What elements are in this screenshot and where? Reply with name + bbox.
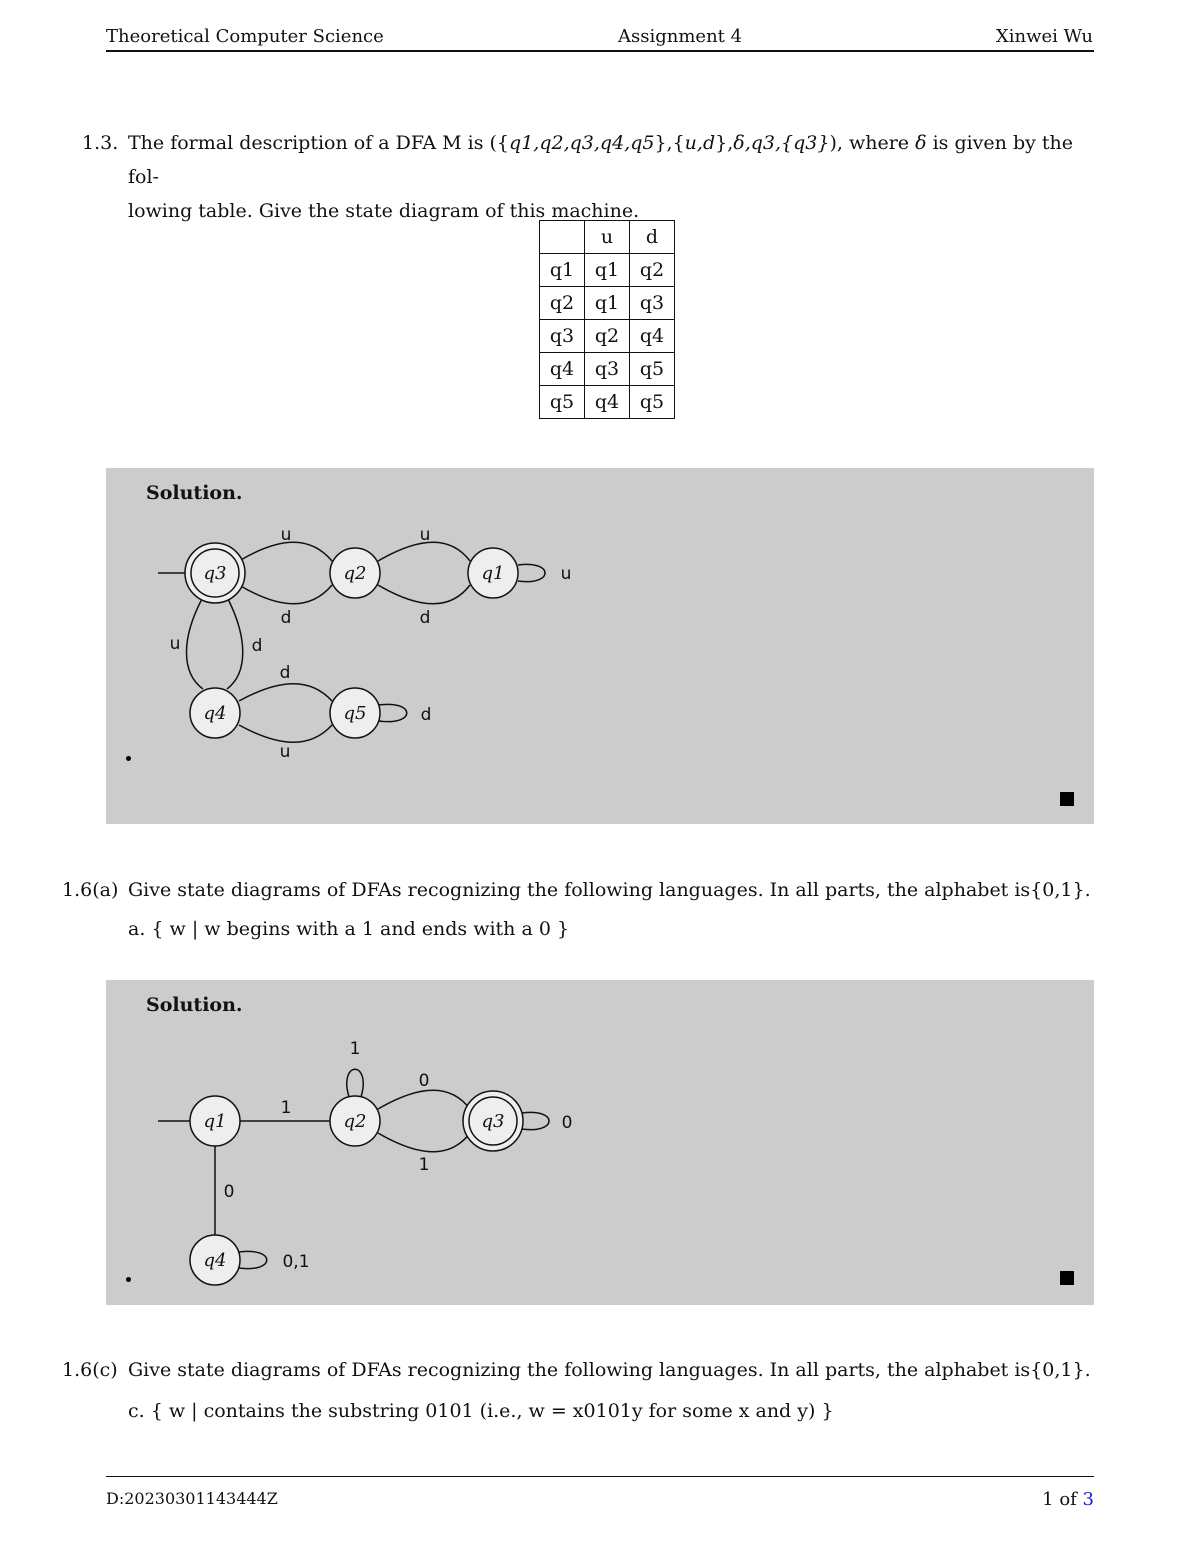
statement-part: },{	[654, 132, 685, 154]
state-label: q1	[203, 1111, 227, 1132]
loop-q1	[518, 564, 545, 581]
problem-number: 1.6(c)	[62, 1359, 118, 1381]
total-pages-link[interactable]: 3	[1082, 1489, 1094, 1510]
table-row	[540, 287, 675, 320]
state-label: q2	[343, 563, 367, 584]
table-cell: q3	[540, 320, 585, 353]
edge-q2-q3-bottom	[378, 1133, 470, 1152]
problem-number: 1.3.	[82, 132, 119, 154]
alphabet-set: u,d	[684, 132, 716, 154]
table-cell: q5	[630, 353, 675, 386]
table-header-cell	[540, 221, 585, 254]
edge-label: d	[420, 705, 432, 725]
state-label: q3	[203, 563, 227, 584]
table-row	[540, 320, 675, 353]
loop-q3	[522, 1112, 549, 1129]
table-cell: q4	[630, 320, 675, 353]
problem-1-6a	[62, 873, 1094, 907]
edge-label: d	[419, 608, 431, 628]
statement-part: The formal description of a DFA M is ({	[128, 132, 510, 154]
header-rule	[106, 50, 1094, 52]
footer-page-indicator	[1042, 1489, 1094, 1510]
edge-label: u	[560, 564, 572, 584]
state-label: q3	[481, 1111, 505, 1132]
table-cell: q5	[630, 386, 675, 419]
qed-square	[1060, 792, 1074, 806]
transition-table	[539, 220, 675, 419]
table-cell: q2	[630, 254, 675, 287]
edge-label: 1	[280, 1098, 292, 1118]
table-cell: q1	[540, 254, 585, 287]
table-header-cell: d	[630, 221, 675, 254]
edge-label: u	[280, 525, 292, 545]
table-cell: q2	[540, 287, 585, 320]
statement-line-2: lowing table. Give the state diagram of this machine.	[128, 200, 640, 222]
loop-q2	[347, 1069, 363, 1097]
statement-part: },	[715, 132, 734, 154]
state-label: q5	[343, 703, 367, 724]
footer-document-id: D:20230301143444Z	[106, 1489, 278, 1508]
edge-label: 0	[223, 1182, 235, 1202]
delta-symbol: δ	[915, 132, 927, 154]
table-cell: q1	[585, 287, 630, 320]
footer-rule	[106, 1476, 1094, 1477]
dfa-diagram-1-6a	[106, 980, 1094, 1305]
table-cell: q4	[585, 386, 630, 419]
solution-title: Solution.	[146, 994, 243, 1016]
table-row	[540, 386, 675, 419]
edge-label: u	[169, 634, 181, 654]
solution-box-1-6a	[106, 980, 1094, 1305]
table-cell: q2	[585, 320, 630, 353]
statement-part: ), where	[829, 132, 910, 154]
table-row	[540, 254, 675, 287]
edge-q3-q2-top	[239, 542, 332, 561]
problem-1-6c	[62, 1353, 1094, 1387]
table-cell: q5	[540, 386, 585, 419]
statement-part: is given by the fol-	[128, 132, 1073, 188]
dfa-diagram-1-3	[106, 468, 1094, 824]
subproblem-c: c. { w | contains the substring 0101 (i.e., w = x0101y for some x and y) }	[128, 1400, 834, 1422]
header-author: Xinwei Wu	[995, 26, 1093, 47]
state-label: q1	[481, 563, 505, 584]
table-row	[540, 353, 675, 386]
bullet-dot	[126, 1277, 131, 1282]
table-header-cell: u	[585, 221, 630, 254]
table-cell: q4	[540, 353, 585, 386]
problem-statement	[128, 126, 1094, 228]
edge-q3-q2-bottom	[239, 585, 332, 604]
edge-q2-q3-top	[378, 1090, 470, 1109]
edge-label: 1	[418, 1155, 430, 1175]
problem-statement: Give state diagrams of DFAs recognizing the following languages. In all parts, the alphabet is{0,1}.	[128, 879, 1091, 901]
edge-label: d	[251, 636, 263, 656]
table-cell: q3	[585, 353, 630, 386]
edge-label: d	[279, 663, 291, 683]
solution-box-1-3	[106, 468, 1094, 824]
edge-q3-q4-left	[187, 597, 204, 689]
tuple-tail: δ,q3,{q3}	[733, 132, 830, 154]
states-set: q1,q2,q3,q4,q5	[509, 132, 655, 154]
problem-statement: Give state diagrams of DFAs recognizing the following languages. In all parts, the alphabet is{0,1}.	[128, 1359, 1091, 1381]
table-cell: q1	[585, 254, 630, 287]
header-assignment: Assignment 4	[618, 26, 743, 47]
problem-1-3	[82, 126, 1094, 228]
header-course-title: Theoretical Computer Science	[106, 26, 384, 47]
edge-q2-q1-top	[378, 542, 470, 561]
state-label: q2	[343, 1111, 367, 1132]
edge-label: u	[279, 742, 291, 762]
edge-label: 0,1	[282, 1252, 310, 1272]
edge-label: 0	[561, 1113, 573, 1133]
problem-number: 1.6(a)	[62, 879, 119, 901]
edge-q4-q5-top	[239, 684, 332, 701]
state-label: q4	[203, 703, 227, 724]
edge-label: u	[419, 525, 431, 545]
bullet-dot	[126, 756, 131, 761]
loop-q5	[379, 704, 407, 721]
subproblem-a: a. { w | w begins with a 1 and ends with a 0 }	[128, 918, 570, 940]
edge-label: 0	[418, 1071, 430, 1091]
edge-label: 1	[349, 1039, 361, 1059]
edge-q2-q1-bottom	[378, 585, 470, 604]
solution-title: Solution.	[146, 482, 243, 504]
page-of: of	[1059, 1489, 1077, 1510]
edge-label: d	[280, 608, 292, 628]
loop-q4	[239, 1251, 267, 1268]
table-cell: q3	[630, 287, 675, 320]
qed-square	[1060, 1271, 1074, 1285]
state-label: q4	[203, 1250, 227, 1271]
edge-q4-q5-bottom	[239, 725, 332, 742]
table-header-row	[540, 221, 675, 254]
current-page: 1	[1042, 1489, 1054, 1510]
edge-q3-q4-right	[227, 597, 243, 689]
